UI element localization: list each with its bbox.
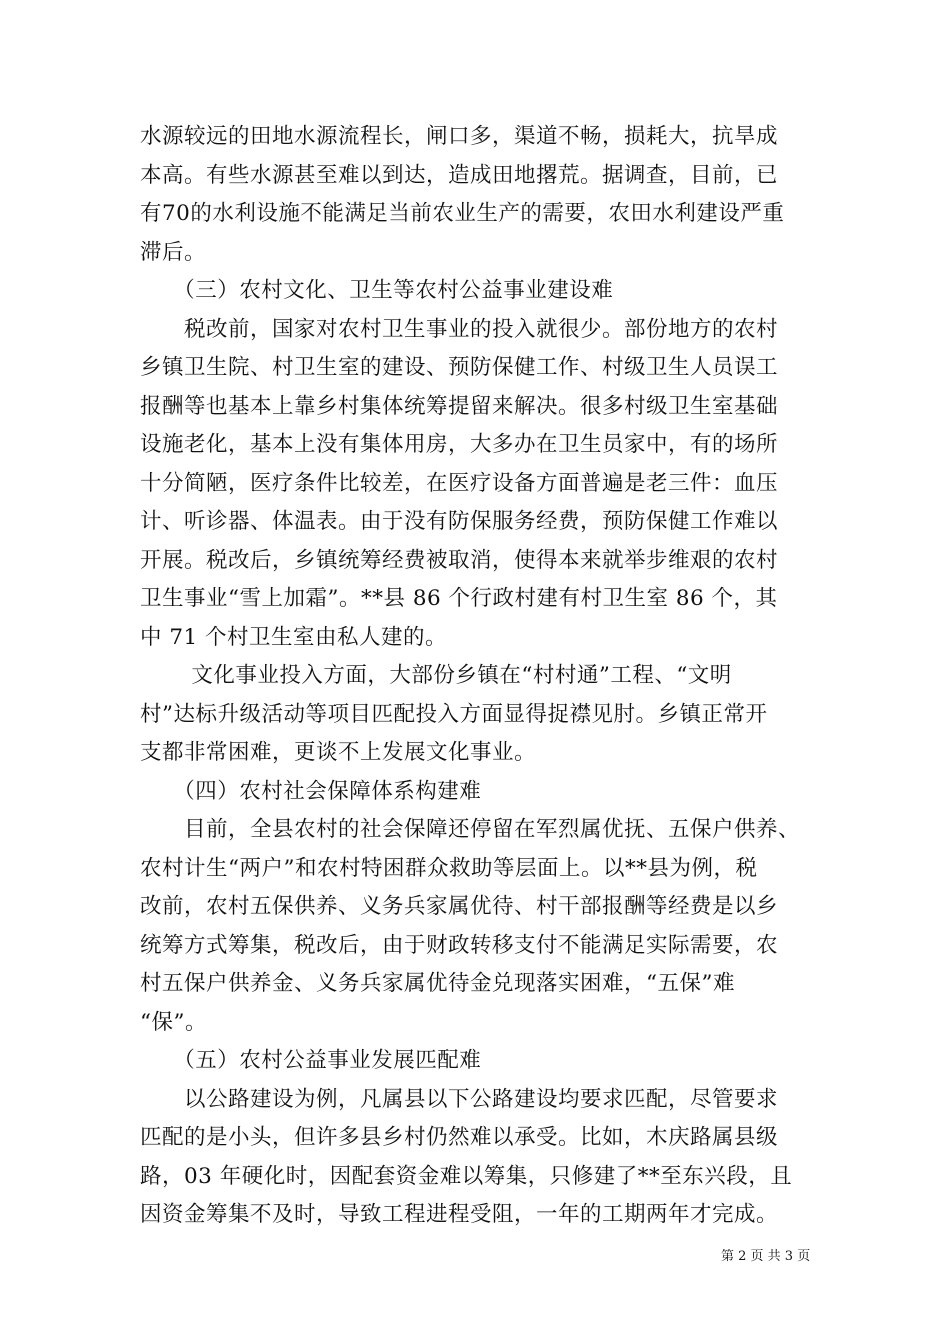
text-line: 开展。税改后，乡镇统筹经费被取消，使得本来就举步维艰的农村 [140, 547, 779, 573]
text-line: 以公路建设为例，凡属县以下公路建设均要求匹配，尽管要求 [140, 1086, 779, 1112]
text-line: 税改前，国家对农村卫生事业的投入就很少。部份地方的农村 [140, 316, 779, 342]
text-line: 十分简陋，医疗条件比较差，在医疗设备方面普遍是老三件：血压 [140, 470, 779, 496]
text-line: 有70的水利设施不能满足当前农业生产的需要，农田水利建设严重 [140, 201, 785, 226]
text-line: 匹配的是小头，但许多县乡村仍然难以承受。比如，木庆路属县级 [140, 1125, 779, 1150]
text-line: 统筹方式筹集，税改后，由于财政转移支付不能满足实际需要，农 [140, 932, 779, 958]
text-line: 目前，全县农村的社会保障还停留在军烈属优抚、五保户供养、 [140, 817, 801, 842]
text-line: 支都非常困难，更谈不上发展文化事业。 [140, 740, 537, 765]
text-line: 因资金筹集不及时，导致工程进程受阻，一年的工期两年才完成。 [140, 1202, 779, 1227]
text-line: 乡镇卫生院、村卫生室的建设、预防保健工作、村级卫生人员误工 [140, 355, 779, 380]
text-line: 路，03 年硬化时，因配套资金难以筹集，只修建了**至东兴段，且 [140, 1163, 793, 1189]
text-line: 报酬等也基本上靠乡村集体统筹提留来解决。很多村级卫生室基础 [140, 393, 779, 419]
text-line: 中 71 个村卫生室由私人建的。 [140, 624, 448, 650]
section-heading: （五）农村公益事业发展匹配难 [140, 1048, 482, 1073]
text-line: 卫生事业“雪上加霜”。**县 86 个行政村建有村卫生室 86 个，其 [140, 586, 778, 611]
text-line: 改前，农村五保供养、义务兵家属优待、村干部报酬等经费是以乡 [140, 894, 779, 919]
text-line: 村”达标升级活动等项目匹配投入方面显得捉襟见肘。乡镇正常开 [140, 701, 768, 727]
text-line: 水源较远的田地水源流程长，闸口多，渠道不畅，损耗大，抗旱成 [140, 124, 779, 149]
page-number-footer: 第 2 页 共 3 页 [721, 1249, 811, 1264]
document-body [140, 118, 830, 1235]
text-line: 文化事业投入方面，大部份乡镇在“村村通”工程、“文明 [140, 663, 732, 688]
text-line: 农村计生“两户”和农村特困群众救助等层面上。以**县为例，税 [140, 855, 758, 881]
text-line: 滞后。 [140, 239, 207, 265]
text-line: 本高。有些水源甚至难以到达，造成田地撂荒。据调查，目前，已 [140, 162, 779, 188]
section-heading: （三）农村文化、卫生等农村公益事业建设难 [140, 278, 614, 303]
text-line: 村五保户供养金、义务兵家属优待金兑现落实困难，“五保”难 [140, 971, 735, 996]
section-heading: （四）农村社会保障体系构建难 [140, 778, 482, 804]
text-line: “保”。 [140, 1009, 207, 1035]
text-line: 计、听诊器、体温表。由于没有防保服务经费，预防保健工作难以 [140, 509, 779, 534]
text-line: 设施老化，基本上没有集体用房，大多办在卫生员家中，有的场所 [140, 432, 779, 457]
